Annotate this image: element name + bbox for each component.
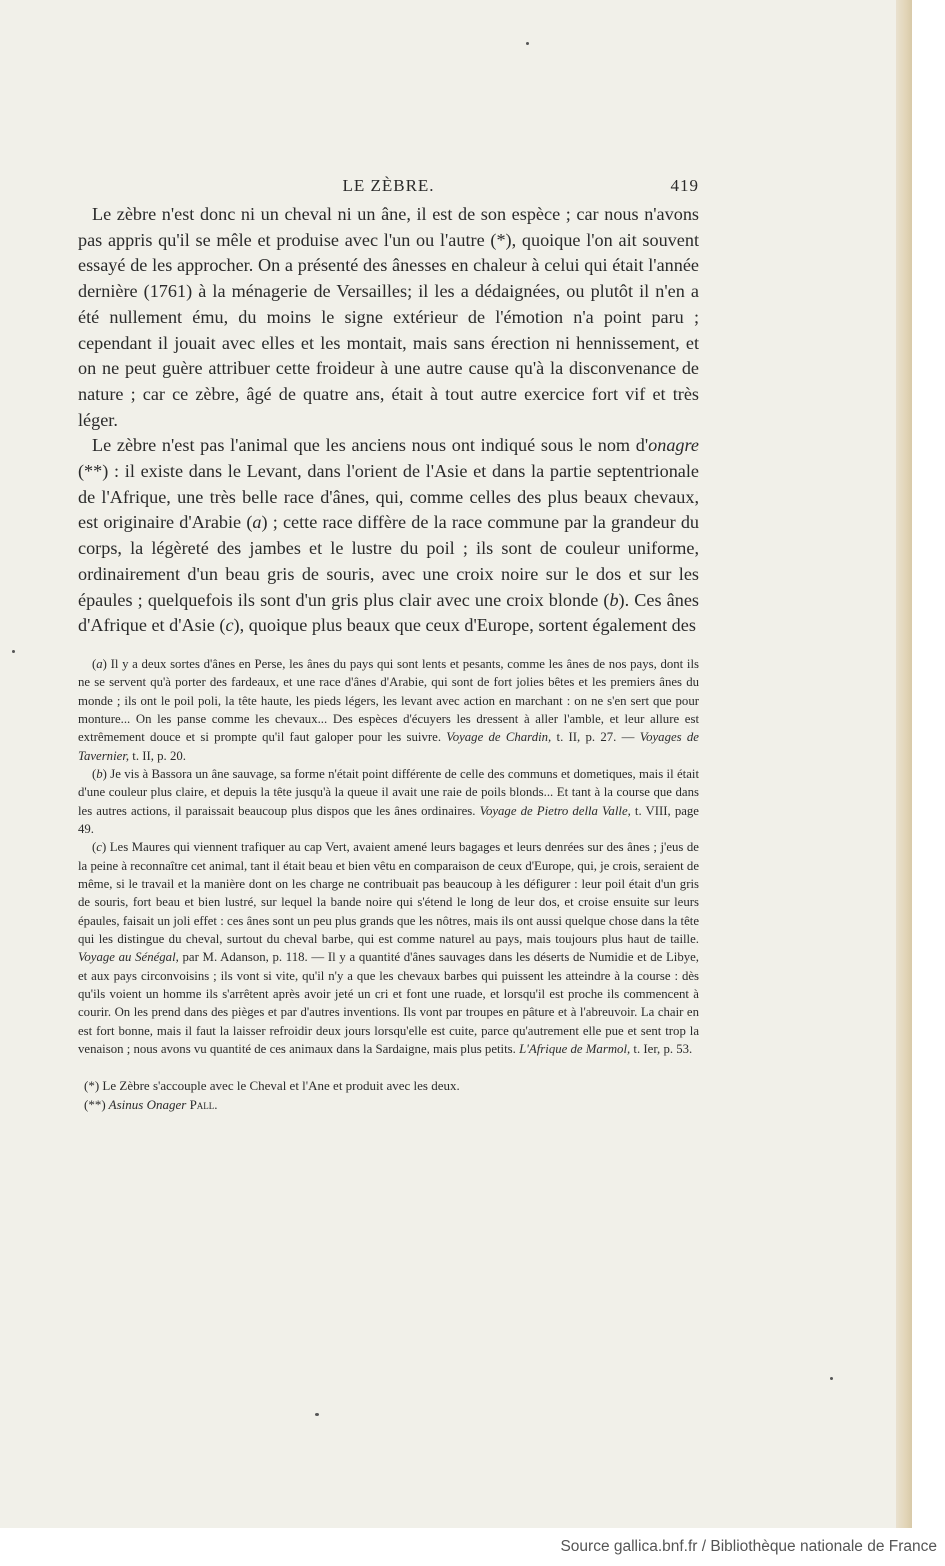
editor-note-star: (*) Le Zèbre s'accouple avec le Cheval et l'Ane et produit avec les deux.	[84, 1077, 460, 1093]
editor-notes	[78, 1076, 699, 1114]
paragraph: Le zèbre n'est pas l'animal que les anciens nous ont indiqué sous le nom d'onagre (**) : il existe dans le Levant, dans l'orient de l'Asie et dans la partie septentrionale de l'Afrique, une très belle race d'ânes, qui, comme celles des plus beaux chevaux, est originaire d'Arabie (a) ; cette race diffère de la race commune par la grandeur du corps, la légèreté des jambes et le lustre du poil ; ils sont de couleur uniforme, ordinairement d'un beau gris de souris, avec une croix noire sur le dos et sur les épaules ; quelquefois ils sont d'un gris plus clair avec une croix blonde (b). Ces ânes d'Afrique et d'Asie (c), quoique plus beaux que ceux d'Europe, sortent également des	[78, 435, 700, 636]
footnotes	[78, 655, 699, 1059]
page-edge	[896, 0, 912, 1528]
source-attribution: Source gallica.bnf.fr / Bibliothèque nationale de France	[560, 1538, 937, 1555]
ink-speck	[12, 650, 15, 653]
main-text	[78, 202, 699, 639]
ink-speck	[830, 1377, 833, 1380]
editor-note-double-star: (**) Asinus Onager Pall.	[84, 1096, 218, 1112]
running-head	[78, 172, 699, 202]
footnote-b: (b) Je vis à Bassora un âne sauvage, sa forme n'était point différente de celle des communs et dometiques, mais il était d'une couleur plus claire, et depuis la tête jusqu'à la queue il avait une raie de poils blonds... Et tant à la course que dans les autres actions, il paraissait beaucoup plus dispos que les ânes ordinaires. Voyage de Pietro della Valle, t. VIII, page 49.	[78, 767, 699, 837]
footnote-a: (a) Il y a deux sortes d'ânes en Perse, les ânes du pays qui sont lents et pesants, comme les ânes de nos pays, dont ils ne se servent qu'à porter des fardeaux, et une race d'ânes d'Arabie, qui sont de fort jolies bêtes et les premiers ânes du monde ; ils ont le poil poli, la tête haute, les pieds légers, les levant avec action en marchant : on ne s'en sert que pour monture... On les panse comme les chevaux... Des espèces d'écuyers les dressent à aller l'amble, et leur allure est extrêmement douce et si prompte qu'il faut galoper pour les suivre. Voyage de Chardin, t. II, p. 27. — Voyages de Tavernier, t. II, p. 20.	[78, 656, 699, 763]
paragraph: Le zèbre n'est donc ni un cheval ni un âne, il est de son espèce ; car nous n'avons pas appris qu'il se mêle et produise avec l'un ou l'autre (*), quoique l'on ait souvent essayé de les approcher. On a présenté des ânesses en chaleur à celui qui était l'année dernière (1761) à la ménagerie de Versailles; il les a dédaignées, ou plutôt il n'en a été nullement ému, du moins le signe extérieur de l'émotion n'a point paru ; cependant il jouait avec elles et les montait, mais sans érection ni hennissement, et on ne peut guère attribuer cette froideur à une autre cause qu'à la disconvenance de nature ; car ce zèbre, âgé de quatre ans, était à tout autre exercice fort vif et très léger.	[78, 204, 699, 430]
footnote-c: (c) Les Maures qui viennent trafiquer au cap Vert, avaient amené leurs bagages et leurs denrées sur des ânes ; j'eus de la peine à reconnaître cet animal, tant il était beau et bien vêtu en comparaison de ceux d'Europe, qui, je crois, seraient de même, si le travail et la manière dont on les charge ne contribuait pas beaucoup à les défigurer : leur poil était d'un gris de souris, fort beau et bien lustré, sur lequel la bande noire qui s'étend le long de leur dos, et croise ensuite sur leurs épaules, faisait un joli effet : ces ânes sont un peu plus grands que les nôtres, mais ils ont aussi quelque chose dans la tête qui les distingue du cheval, surtout du cheval barbe, qui est comme naturel au pays, mais toujours plus haut de taille. Voyage au Sénégal, par M. Adanson, p. 118. — Il y a quantité d'ânes sauvages dans les déserts de Numidie et de Libye, et aux pays circonvoisins ; ils vont si vite, qu'il n'y a que les chevaux barbes qui puissent les atteindre à la course : dès qu'ils voient un homme ils s'arrêtent après avoir jeté un cri et font une ruade, et lorsqu'il est proche ils commencent à courir. On les prend dans des pièges et par d'autres inventions. Ils vont par troupes en pâture et à l'abreuvoir. La chair en est fort bonne, mais il faut la laisser refroidir deux jours lorsqu'elle est cuite, parce qu'autrement elle pue et sent trop la venaison ; nous avons vu quantité de ces animaux dans la Sardaigne, mais plus petits. L'Afrique de Marmol, t. Ier, p. 53.	[78, 840, 700, 1057]
text-block	[78, 172, 699, 1114]
page-number: 419	[670, 176, 699, 195]
ink-speck	[315, 1413, 319, 1416]
ink-speck	[526, 42, 529, 45]
page-title: LE ZÈBRE.	[342, 176, 435, 195]
